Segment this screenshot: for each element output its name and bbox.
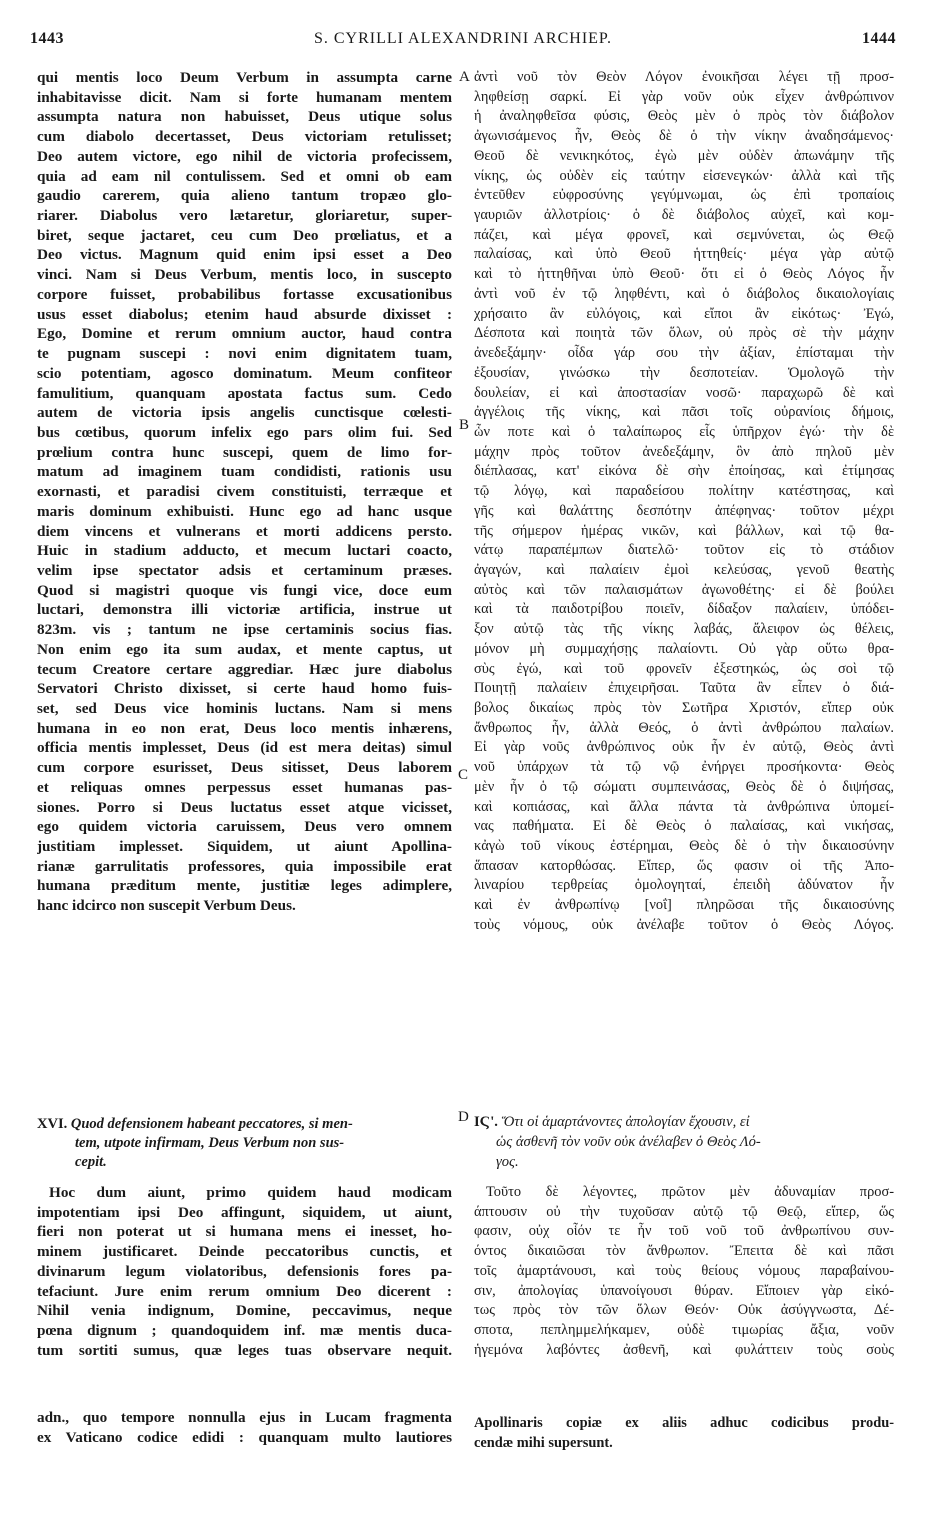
greek-line: γαυριῶν ἀλλοτρίοις· ὁ δὲ διάβολος αὐχεῖ, καὶ κομ- bbox=[474, 207, 894, 224]
greek-line: όντος δικαιῶσαι τὸν ἄνθρωπον. Ἔπειτα δὲ καὶ πᾶσι bbox=[474, 1243, 894, 1260]
greek-line: χρήσαιτο ἂν εὐλόγοις, καὶ εἴποι ἂν εἰκότως· Ἐγώ, bbox=[474, 305, 894, 322]
latin-heading-line: cepit. bbox=[75, 1154, 107, 1170]
greek-line: λιναρίου τερθρείας ὁμολογηταί, ἐπειδὴ ἀδύνατον ἦν bbox=[474, 877, 894, 894]
greek-section-text bbox=[474, 1183, 894, 1368]
greek-line: τως πρὸς τὸν τῶν ὅλων Θεόν· Οὐκ ἀσύγγνωστα, Δέ- bbox=[474, 1302, 894, 1319]
latin-line: Quod si magistri quoque vis fungi vice, doce eum bbox=[37, 581, 452, 599]
greek-line: διέπλασας, κατ' εἰκόνα δὲ σὴν ἐποίησας, καὶ ἐτίμησας bbox=[474, 463, 894, 480]
marker-b: B bbox=[459, 417, 470, 433]
latin-line: maris dominum exhibuisti. Hunc ego ad hanc usque bbox=[37, 502, 452, 520]
greek-heading-line: γος. bbox=[496, 1154, 519, 1170]
greek-line: Ποιητῇ παλαίειν ἐπιχειρῆσαι. Ταῦτα ἂν εἶπεν ὁ διά- bbox=[474, 680, 894, 697]
greek-line: τῷ λόγῳ, καὶ παραδείσου πολίτην κατέστησας, καὶ bbox=[474, 483, 894, 500]
latin-line: rianæ garrulitatis professores, quia impossibile erat bbox=[37, 857, 452, 875]
greek-line: φασιν, οὐχ οἷόν τε ἦν τοῦ νοῦ τοῦ ἀνθρωπίνου συν- bbox=[474, 1223, 894, 1240]
latin-line: set, sed Deus vice hominis luctans. Nam si mens bbox=[37, 700, 452, 717]
greek-heading-line: ὡς ἀσθενῆ τὸν νοῦν οὐκ ἀνέλαβεν ὁ Θεὸς Λό- bbox=[496, 1134, 761, 1150]
greek-line: νοῦ ὑπάρχων τὰ τῷ νῷ ἐνήργει προσήκοντα· Θεὸς bbox=[474, 759, 894, 776]
marker-a: A bbox=[459, 69, 470, 85]
greek-line: Τοῦτο δὲ λέγοντες, πρῶτον μὲν ἀδυναμίαν προσ- bbox=[486, 1184, 894, 1200]
greek-section-number: ΙϚ'. bbox=[474, 1114, 498, 1130]
latin-section-number: XVI. bbox=[37, 1116, 68, 1132]
greek-line: γῆς καὶ θαλάττης δεσπότην ἀπέφηνας· τοῦτον μέχρι bbox=[474, 502, 894, 519]
greek-line: δουλείαν, εἰ καὶ ἀποστασίαν νοσῶ· παραχωρῶ δὲ καὶ bbox=[474, 384, 894, 401]
latin-line: Nihil venia indignum, Domine, peccavimus, neque bbox=[37, 1302, 452, 1320]
latin-line: autem de victoria ipsis angelis cunctisque cœlesti- bbox=[37, 404, 452, 422]
latin-line: justitiam implesset. Siquidem, ut aiunt Apollina- bbox=[37, 838, 452, 856]
greek-line: νίκης, ὡς οὐδὲν εἰς ταύτην εἰσενεγκών· ἀλλὰ καὶ τῆς bbox=[474, 167, 894, 184]
latin-line: Non enim ego ita sum audax, et mente captus, ut bbox=[37, 640, 452, 658]
greek-line: καὶ ἐν ἀνθρωπίνῳ [νοΐ] πληρῶσαι τῆς δικαιοσύνης bbox=[474, 897, 894, 914]
latin-line: 823m. vis ; tantum ne ipse certaminis socius fias. bbox=[37, 621, 452, 639]
greek-line: καὶ τὰ παιδοτρίβου ποιεῖν, δίδαξον παλαίειν, ὑπόδει- bbox=[474, 601, 894, 618]
greek-line: ἐντεῦθεν εὐφροσύνης γεγύμνωμαι, ὡς ἐπὶ τροπαίοις bbox=[474, 187, 894, 204]
latin-line: scio potentiam, agosco dominatum. Meum confiteor bbox=[37, 364, 452, 382]
greek-line: ἀντὶ νοῦ ἐν τῷ ληφθέντι, καὶ ὁ διάβολος δικαιολογίαις bbox=[474, 285, 894, 302]
latin-footnote bbox=[37, 1408, 452, 1450]
latin-line: matum ad imaginem tuam condidisti, rationis usu bbox=[37, 463, 452, 481]
footnote-line: adn., quo tempore nonnulla ejus in Lucam fragmenta bbox=[37, 1409, 452, 1426]
latin-line: usus esset diabolus; etenim haud absurde dixisset : bbox=[37, 305, 452, 323]
footnote-line: ex Vaticano codice edidi : quanquam multo lautiores bbox=[37, 1428, 452, 1446]
greek-heading-line: Ὅτι οἱ ἁμαρτάνοντες ἀπολογίαν ἔχουσιν, εἰ bbox=[501, 1114, 750, 1130]
greek-line: τῆς σήμερον ἡμέρας νικῶν, καὶ βάλλων, καὶ τῷ θα- bbox=[474, 522, 894, 539]
footnote-line: cendæ mihi supersunt. bbox=[474, 1434, 613, 1451]
latin-line: Servatori Christo dixisset, si certe haud homo fuis- bbox=[37, 680, 452, 698]
greek-line: μάχην πρὸς τοῦτον ἀνεδεξάμην, ὃν ἀπὸ πηλοῦ μὲν bbox=[474, 443, 894, 460]
greek-line: κἀγὼ τοῦ νίκους ἐστέρημαι, Θεὸς δὲ ὁ τὴν δικαιοσύνην bbox=[474, 838, 894, 855]
latin-section-heading bbox=[37, 1115, 452, 1175]
greek-line: πάζει, καὶ μέγα φρονεῖ, καὶ σεμνύνεται, ὡς Θεῷ bbox=[474, 226, 894, 243]
latin-line: famulitium, quanquam apostata factus sum. Cedo bbox=[37, 384, 452, 402]
latin-section-text bbox=[37, 1183, 452, 1368]
running-title: S. CYRILLI ALEXANDRINI ARCHIEP. bbox=[313, 30, 613, 47]
greek-line: αὐτὸς καὶ τῶν παλαισμάτων ἀγωνοθέτης· εἰ δὲ βούλει bbox=[474, 581, 894, 598]
latin-line: tefaciunt. Jure enim rerum omnium Deo dicerent : bbox=[37, 1282, 452, 1300]
latin-line: Deo victus. Magnum quid enim ipsi esset a Deo bbox=[37, 246, 452, 264]
page-number-left: 1443 bbox=[30, 30, 64, 47]
greek-line: ἡγεμόνα λαβόντες ἀσθενῆ, καὶ φυλάττειν τοὺς σοὺς bbox=[474, 1341, 894, 1358]
greek-line: σποτα, πεπλημμελήκαμεν, οὐδὲ τιμωρίας ἄξια, νοῦν bbox=[474, 1322, 894, 1339]
latin-line: Huic in stadium adducto, et mecum luctari coacto, bbox=[37, 542, 452, 560]
greek-line: παλαίσας, καὶ ὑπὸ Θεοῦ ἡττηθείς· μέγα γὰρ αὐτῷ bbox=[474, 246, 894, 263]
latin-line: assumpta natura non habuisset, Deus utique solus bbox=[37, 108, 452, 126]
latin-line: Ego, Domine et rerum omnium auctor, haud contra bbox=[37, 325, 452, 343]
greek-line: μόνον μὴ συμμαχήσῃς παλαίοντι. Οὐ γὰρ οὕτω θρα- bbox=[474, 640, 894, 657]
latin-line: te pugnam suscepi : novi enim dignitatem tuam, bbox=[37, 345, 452, 363]
greek-line: άπτουσιν οὐ τὴν τυχοῦσαν αὐτῷ τῷ Θεῷ, εἴπερ, ὥς bbox=[474, 1203, 894, 1220]
greek-line: καὶ τὸ ἡττηθῆναι ὑπὸ Θεοῦ· ὅτι εἰ ὁ Θεὸς Λόγος ἦν bbox=[474, 266, 894, 283]
greek-line: νας παθήματα. Εἰ δὲ Θεὸς ὁ παλαίσας, καὶ νικήσας, bbox=[474, 818, 894, 835]
greek-line: ἀγωνισάμενος ἦν, Θεὸς δὲ ὁ τὴν νίκην ἀναδησάμενος· bbox=[474, 128, 894, 145]
greek-line: ὧν ποτε καὶ ὁ ταλαίπωρος εἷς ὑπῆρχον ἐγώ· τὴν δὲ bbox=[474, 423, 894, 440]
latin-line: tum sortiti sumus, quæ leges tuas observare nequit. bbox=[37, 1341, 452, 1359]
greek-line: Εἰ γὰρ νοῦς ἀνθρώπινος οὐκ ἦν ἐν αὐτῷ, Θεὸς ἀντὶ bbox=[474, 739, 894, 756]
latin-line: impotentiam ipsi Deo affingunt, siquidem, ut aiunt, bbox=[37, 1203, 452, 1221]
latin-line: inhabitavisse dicit. Nam si forte humanam mentem bbox=[37, 88, 452, 106]
latin-line: Deo autem victore, ego nihil de victoria profecissem, bbox=[37, 147, 452, 165]
latin-line: corpore fuisset, probabilibus fortasse excusationibus bbox=[37, 285, 452, 303]
greek-line: ληφθείσῃ σαρκί. Εἰ γὰρ νοῦν οὐκ εἶχεν ἀνθρώπινον bbox=[474, 88, 894, 105]
latin-line: bus cœtibus, quorum infelix ego pars olim fui. Sed bbox=[37, 423, 452, 441]
latin-line: cum diabolo decertasset, Deus victoriam retulisset; bbox=[37, 128, 452, 146]
greek-line: ἀνεδεξάμην· οἶδα γάρ σου τὴν ἀξίαν, ἐπίσταμαι τὴν bbox=[474, 345, 894, 362]
greek-line: βολος δικαίως πρὸς τὸν Σωτῆρα Χριστόν, εἴπερ οὐκ bbox=[474, 700, 894, 716]
latin-line: exornasti, et paradisi civem constituisti, terræque et bbox=[37, 483, 452, 501]
latin-line: prœlium contra hunc suscepi, quem de limo for- bbox=[37, 443, 452, 461]
latin-line: qui mentis loco Deum Verbum in assumpta carne bbox=[37, 69, 452, 86]
greek-line: ἅπασαν κατορθώσας. Εἴπερ, ὥς φασιν οἱ τῆς Ἀπο- bbox=[474, 857, 894, 874]
greek-line: τοῖς ἁμαρτάνουσι, καὶ τοὺς θείους νόμους παραβαίνου- bbox=[474, 1262, 894, 1279]
greek-line: ἡ ἀναληφθεῖσα φύσις, Θεὸς μὲν ὁ πρὸς τὸν διάβολον bbox=[474, 108, 894, 125]
marker-d: D bbox=[458, 1109, 469, 1125]
latin-line: diem vincens et vulnerans et morti addicens perstо. bbox=[37, 522, 452, 540]
latin-line: Hoc dum aiunt, primo quidem haud modicam bbox=[49, 1184, 452, 1201]
latin-line: luctari, demonstra illi victoriæ artificia, instrue ut bbox=[37, 601, 452, 619]
greek-line: τοὺς νόμους, οὐκ ἀνέλαβε τοῦτον ὁ Θεὸς Λόγος. bbox=[474, 916, 894, 933]
greek-footnote bbox=[474, 1414, 894, 1456]
latin-line: ego quidem victoria caruissem, Deus vero omnem bbox=[37, 818, 452, 836]
greek-line: ξον αὐτῷ τὰς τῆς νίκης λαβάς, ἄλειφον ὡς θέλεις, bbox=[474, 621, 894, 638]
page-number-right: 1444 bbox=[862, 30, 896, 47]
footnote-line: Apollinaris copiæ ex aliis adhuc codicibus produ- bbox=[474, 1415, 894, 1431]
greek-line: σὺς ἐγώ, καὶ τοῦ φρονεῖν ἐξεστηκώς, ὡς σοὶ τῷ bbox=[474, 660, 894, 677]
greek-line: ἀγαγών, καὶ παλαίειν ἐμοὶ κελεύσας, γενοῦ θεατὴς bbox=[474, 561, 894, 578]
latin-line: et reliquas omnes perpessus esset humanas pas- bbox=[37, 778, 452, 796]
latin-line: pœna dignum ; quandoquidem inf. mæ mentis ducа- bbox=[37, 1322, 452, 1340]
latin-heading-line: Quod defensionem habeant peccatores, si men- bbox=[70, 1116, 353, 1132]
greek-line: Δέσποτα καὶ ποιητὰ τῶν ὅλων, οὐ πρὸς σὲ τὴν μάχην bbox=[474, 325, 894, 342]
greek-line: καὶ κοπιάσας, καὶ ἄλλα πάντα τὰ ἀνθρώπινα ὑπομεί- bbox=[474, 798, 894, 815]
latin-heading-line: tem, utpote infirmam, Deus Verbum non sus- bbox=[75, 1135, 345, 1151]
latin-line: quia ad eam nil contulissem. Sed et omni ob eam bbox=[37, 167, 452, 185]
latin-line: humana in eo non erat, Deus loco mentis inhærens, bbox=[37, 719, 452, 737]
latin-line: tecum Creatore certare aggrediar. Hæc jure diabolus bbox=[37, 660, 452, 678]
page-header bbox=[30, 30, 896, 60]
latin-line: riarer. Diabolus vero lætaretur, gloriaretur, super- bbox=[37, 207, 452, 225]
greek-text-column bbox=[474, 68, 894, 948]
latin-line: vinci. Nam si Deus Verbum, mentis loco, in suscepto bbox=[37, 266, 452, 284]
latin-line: gaudio carerem, quia alieno tantum tropæo glo- bbox=[37, 187, 452, 205]
latin-line: siones. Porro si Deus luctatus esset atque vicisset, bbox=[37, 798, 452, 816]
latin-line: cum corpore esurisset, Deus sitisset, Deus laborem bbox=[37, 759, 452, 777]
latin-line: officia mentis implesset, Deus (id est mera deitas) simul bbox=[37, 739, 452, 757]
latin-line: divinarum legum violatoribus, defensionis fores pa- bbox=[37, 1262, 452, 1280]
latin-line: biret, seque jactaret, ceu cum Deo prœliatus, et a bbox=[37, 226, 452, 244]
greek-line: ἀγγέλοις τῆς νίκης, καὶ πᾶσι τοῖς οὐρανίοις δήμοις, bbox=[474, 404, 894, 421]
greek-line: μὲν ἦν ὁ τῷ σώματι συμπεινάσας, Θεὸς δὲ ὁ διψήσας, bbox=[474, 778, 894, 795]
greek-line: ἐξουσίαν, γινώσκω τὴν δεσποτείαν. Ὁμολογῶ τὴν bbox=[474, 364, 894, 381]
greek-line: ἀντὶ νοῦ τὸν Θεὸν Λόγον ἐνοικῆσαι λέγει τῇ προσ- bbox=[474, 69, 894, 85]
latin-line: velim ipse spectator adsis et certaminum præses. bbox=[37, 561, 452, 579]
latin-line: minem justificaret. Deinde peccatoribus cunctis, et bbox=[37, 1243, 452, 1261]
latin-line: fieri non poterat ut si humana mens ei inesset, ho- bbox=[37, 1223, 452, 1241]
latin-text-column bbox=[37, 68, 452, 918]
greek-section-heading bbox=[474, 1112, 894, 1176]
marker-c: C bbox=[458, 767, 469, 783]
greek-line: σιν, ἀπολογίας ὑπανοίγουσι θύραν. Εἴποιεν γὰρ εἰκό- bbox=[474, 1282, 894, 1299]
latin-line: humana præditum mente, justitiæ leges adimplere, bbox=[37, 877, 452, 895]
greek-line: Θεοῦ δὲ νενικηκότος, ἐγὼ μὲν οὐδὲν ἀπωνάμην τῆς bbox=[474, 147, 894, 164]
greek-line: ἄνθρωπος ἦν, ἀλλὰ Θεός, ὁ ἀντὶ ἀνθρώπου παλαίων. bbox=[474, 719, 894, 736]
latin-line: hanc idcirco non suscepit Verbum Deus. bbox=[37, 897, 296, 915]
greek-line: νάτῳ παραπέμπων διατελῶ· τοῦτον εἰς τὸ στάδιον bbox=[474, 542, 894, 559]
